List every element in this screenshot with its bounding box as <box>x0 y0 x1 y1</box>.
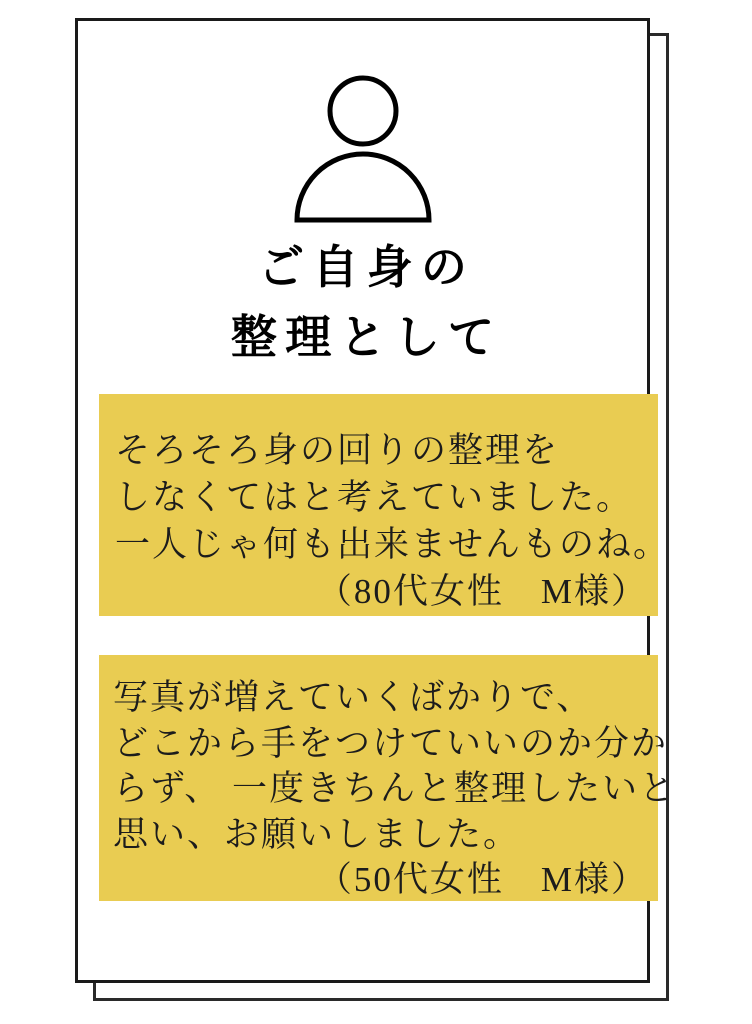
testimonial-2-line: らず、 一度きちんと整理したいと <box>113 769 676 808</box>
testimonial-1-line: そろそろ身の回りの整理を <box>115 431 560 470</box>
card-title <box>78 233 647 373</box>
testimonial-2-line: どこから手をつけていいのか分か <box>113 723 669 763</box>
testimonial-block-2 <box>99 655 676 901</box>
testimonial-1-line: 一人じゃ何も出来ませんものね。 <box>115 525 671 564</box>
testimonial-2-attribution: （50代女性 M様） <box>316 860 648 899</box>
testimonial-2-line: 写真が増えていくばかりで、 <box>113 678 594 717</box>
testimonial-1-attribution: （80代女性 M様） <box>316 572 648 611</box>
testimonial-2-line: 思い、お願いしました。 <box>113 814 521 854</box>
card-title-line-1: ご自身の <box>258 242 476 293</box>
testimonial-block-1 <box>99 394 671 616</box>
person-icon <box>78 73 647 225</box>
testimonial-1-line: しなくてはと考えていました。 <box>115 478 634 517</box>
card-title-line-2: 整理として <box>230 312 503 363</box>
